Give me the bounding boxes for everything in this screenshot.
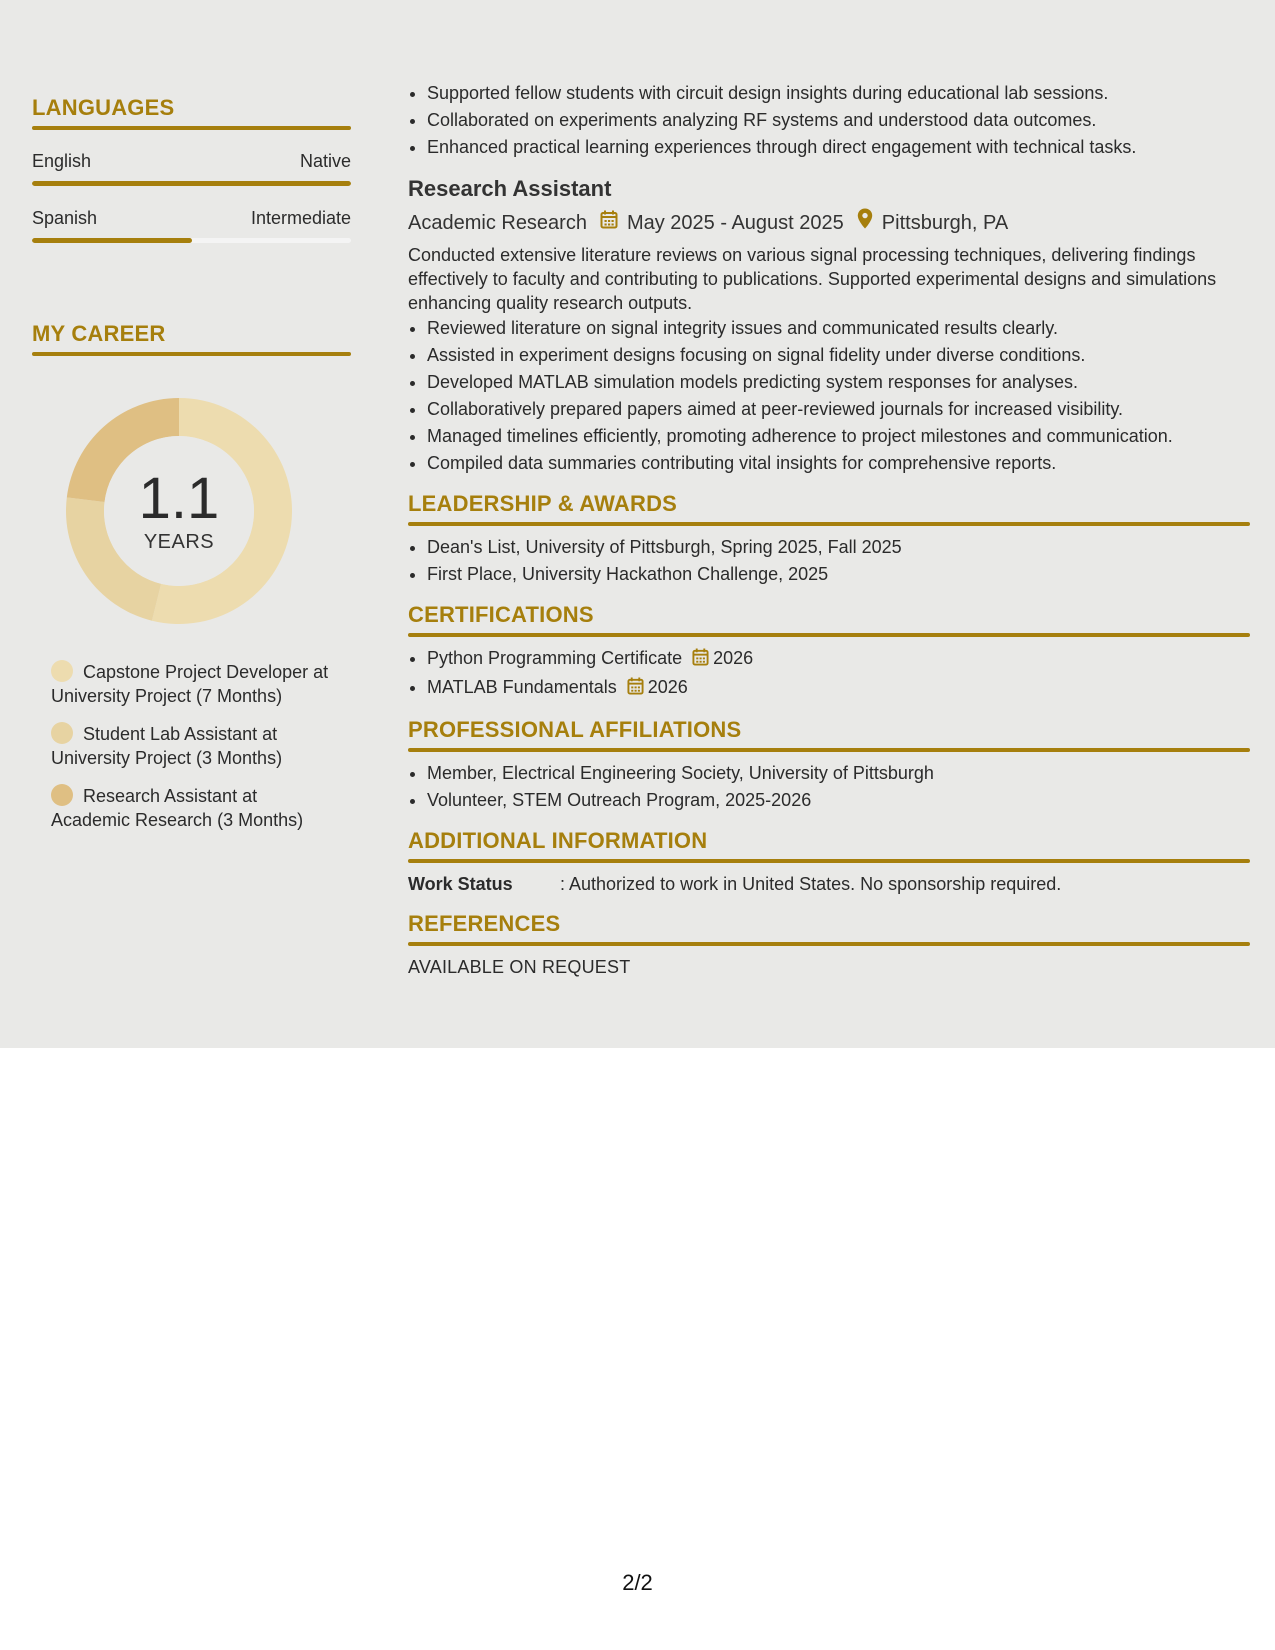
list-item: • Compiled data summaries contributing vital insights for comprehensive reports. bbox=[427, 450, 1250, 477]
additional-info-title: ADDITIONAL INFORMATION bbox=[408, 828, 708, 853]
certification-name: MATLAB Fundamentals bbox=[427, 677, 617, 697]
language-proficiency-fill bbox=[32, 181, 351, 186]
list-item: • Assisted in experiment designs focusing on signal fidelity under diverse conditions. bbox=[427, 342, 1250, 369]
certification-item bbox=[427, 674, 1250, 703]
career-legend bbox=[51, 660, 331, 832]
certifications-section bbox=[408, 600, 1250, 703]
legend-swatch bbox=[51, 784, 73, 806]
career-donut-chart bbox=[66, 398, 292, 624]
leadership-section bbox=[408, 489, 1250, 588]
job-company: Academic Research bbox=[408, 211, 587, 234]
language-name: Spanish bbox=[32, 208, 98, 228]
languages-title: LANGUAGES bbox=[32, 95, 175, 120]
job-description: Conducted extensive literature reviews on various signal processing techniques, delivering findings effectively to faculty and contributing to publications. Supported experimental designs and simulations enhancing quality research outputs. bbox=[408, 245, 1217, 313]
page-number: 2/2 bbox=[622, 1570, 653, 1595]
language-level: Native bbox=[299, 151, 351, 171]
references-section bbox=[408, 909, 1250, 980]
calendar-icon bbox=[627, 676, 644, 703]
list-item: • Dean's List, University of Pittsburgh, Spring 2025, Fall 2025 bbox=[427, 534, 1250, 561]
work-status-row bbox=[408, 871, 1250, 897]
language-spanish bbox=[32, 207, 351, 243]
job-dates: May 2025 - August 2025 bbox=[626, 211, 844, 234]
section-divider bbox=[408, 859, 1250, 863]
leadership-title: LEADERSHIP & AWARDS bbox=[408, 491, 678, 516]
language-level: Intermediate bbox=[250, 208, 351, 228]
career-legend-item bbox=[51, 722, 331, 770]
list-item: • Collaboratively prepared papers aimed at peer-reviewed journals for increased visibility. bbox=[427, 396, 1250, 423]
legend-label: Capstone Project Developer at University Project (7 Months) bbox=[51, 662, 329, 706]
work-status-value: : Authorized to work in United States. No sponsorship required. bbox=[560, 874, 1062, 894]
legend-swatch bbox=[51, 660, 73, 682]
list-item: • First Place, University Hackathon Challenge, 2025 bbox=[427, 561, 1250, 588]
career-title: MY CAREER bbox=[32, 321, 166, 346]
references-text: AVAILABLE ON REQUEST bbox=[408, 957, 631, 977]
job-entry bbox=[408, 175, 1250, 477]
certification-year: 2026 bbox=[713, 648, 754, 668]
donut-center bbox=[66, 398, 292, 624]
career-legend-item bbox=[51, 660, 331, 708]
certification-name: Python Programming Certificate bbox=[427, 648, 683, 668]
language-english bbox=[32, 150, 351, 186]
legend-label: Student Lab Assistant at University Project (3 Months) bbox=[51, 724, 283, 768]
language-proficiency-bar bbox=[32, 238, 351, 243]
career-total-years: 1.1 bbox=[138, 465, 220, 531]
certifications-title: CERTIFICATIONS bbox=[408, 602, 594, 627]
language-name: English bbox=[32, 151, 92, 171]
list-item: • Developed MATLAB simulation models predicting system responses for analyses. bbox=[427, 369, 1250, 396]
calendar-icon bbox=[692, 647, 709, 674]
right-column bbox=[408, 80, 1250, 980]
career-total-unit: YEARS bbox=[143, 530, 215, 553]
left-column bbox=[32, 92, 351, 846]
references-title: REFERENCES bbox=[408, 911, 561, 936]
affiliations-title: PROFESSIONAL AFFILIATIONS bbox=[408, 717, 742, 742]
list-item: • Managed timelines efficiently, promoting adherence to project milestones and communication. bbox=[427, 423, 1250, 450]
list-item: • Volunteer, STEM Outreach Program, 2025-2026 bbox=[427, 787, 1250, 814]
list-item: • Enhanced practical learning experiences through direct engagement with technical tasks. bbox=[427, 134, 1250, 161]
certification-item bbox=[427, 645, 1250, 674]
job-bullets bbox=[408, 315, 1250, 477]
affiliations-section bbox=[408, 715, 1250, 814]
section-divider bbox=[32, 126, 351, 130]
job-meta bbox=[408, 208, 1250, 237]
list-item: • Reviewed literature on signal integrity issues and communicated results clearly. bbox=[427, 315, 1250, 342]
legend-label: Research Assistant at Academic Research (3 Months) bbox=[51, 786, 304, 830]
section-divider bbox=[408, 522, 1250, 526]
previous-job-bullets bbox=[408, 80, 1250, 161]
career-legend-item bbox=[51, 784, 331, 832]
list-item: • Collaborated on experiments analyzing RF systems and understood data outcomes. bbox=[427, 107, 1250, 134]
section-divider bbox=[408, 748, 1250, 752]
list-item: • Supported fellow students with circuit design insights during educational lab sessions. bbox=[427, 80, 1250, 107]
list-item: • Member, Electrical Engineering Society, University of Pittsburgh bbox=[427, 760, 1250, 787]
career-section bbox=[32, 318, 351, 832]
language-proficiency-fill bbox=[32, 238, 192, 243]
job-title: Research Assistant bbox=[408, 176, 612, 201]
calendar-icon bbox=[600, 209, 618, 237]
language-proficiency-bar bbox=[32, 181, 351, 186]
section-divider bbox=[32, 352, 351, 356]
section-divider bbox=[408, 633, 1250, 637]
location-pin-icon bbox=[857, 208, 873, 237]
additional-info-section bbox=[408, 826, 1250, 897]
job-location: Pittsburgh, PA bbox=[881, 211, 1009, 234]
work-status-label: Work Status bbox=[408, 874, 513, 894]
section-divider bbox=[408, 942, 1250, 946]
legend-swatch bbox=[51, 722, 73, 744]
languages-section bbox=[32, 92, 351, 243]
certification-year: 2026 bbox=[647, 677, 688, 697]
